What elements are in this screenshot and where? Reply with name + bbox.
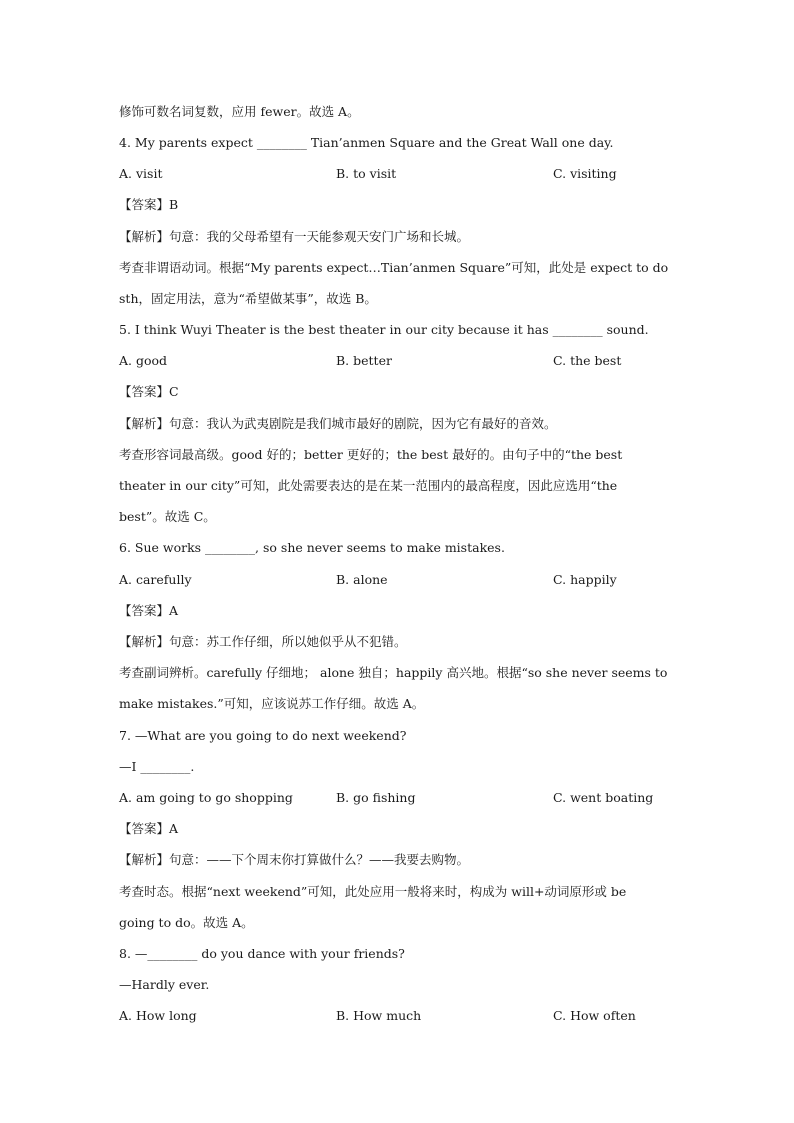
option-b: B. How much — [336, 1008, 422, 1023]
option-c: C. the best — [553, 353, 622, 368]
analysis-q5: 【解析】句意：我认为武夷剧院是我们城市最好的剧院，因为它有最好的音效。 — [119, 416, 557, 431]
option-c: C. How often — [553, 1008, 636, 1023]
option-b: B. go fishing — [336, 790, 416, 805]
option-b: B. alone — [336, 572, 388, 587]
analysis-q7: 【解析】句意：——下个周末你打算做什么？——我要去购物。 — [119, 852, 470, 867]
analysis-q6: 【解析】句意：苏工作仔细，所以她似乎从不犯错。 — [119, 634, 407, 649]
explanation-text: 修饰可数名词复数，应用 fewer。故选 A。 — [119, 104, 360, 119]
option-a: A. am going to go shopping — [119, 790, 293, 805]
question-4: 4. My parents expect ________ Tian’anmen Square and the Great Wall one day. — [119, 135, 614, 150]
option-a: A. carefully — [119, 572, 192, 587]
explanation-text: 考查非谓语动词。根据“My parents expect…Tian’anmen Square”可知，此处是 expect to do — [119, 260, 669, 275]
explanation-text: 考查时态。根据“next weekend”可知，此处应用一般将来时，构成为 will+动词原形或 be — [119, 884, 627, 899]
explanation-text: 考查副词辨析。carefully 仔细地； alone 独自；happily 高兴地。根据“so she never seems to — [119, 665, 668, 680]
question-6: 6. Sue works ________, so she never seems to make mistakes. — [119, 540, 505, 555]
option-a: A. How long — [119, 1008, 197, 1023]
question-5: 5. I think Wuyi Theater is the best theater in our city because it has ________ sound. — [119, 322, 649, 337]
answer-q7: 【答案】A — [119, 821, 179, 836]
explanation-text: sth，固定用法，意为“希望做某事”，故选 B。 — [119, 291, 377, 306]
analysis-q4: 【解析】句意：我的父母希望有一天能参观天安门广场和长城。 — [119, 229, 470, 244]
option-c: C. visiting — [553, 166, 617, 181]
question-8: 8. —________ do you dance with your friends? — [119, 946, 405, 961]
option-c: C. went boating — [553, 790, 654, 805]
option-b: B. to visit — [336, 166, 397, 181]
explanation-text: make mistakes.”可知，应该说苏工作仔细。故选 A。 — [119, 696, 425, 711]
option-a: A. good — [119, 353, 168, 368]
answer-q6: 【答案】A — [119, 603, 179, 618]
answer-q4: 【答案】B — [119, 197, 179, 212]
question-8-reply: —Hardly ever. — [119, 977, 210, 992]
question-7: 7. —What are you going to do next weekend? — [119, 728, 407, 743]
explanation-text: theater in our city”可知，此处需要表达的是在某一范围内的最高程度，因此应选用“the — [119, 478, 618, 493]
explanation-text: best”。故选 C。 — [119, 509, 216, 524]
option-b: B. better — [336, 353, 392, 368]
explanation-text: going to do。故选 A。 — [119, 915, 254, 930]
option-c: C. happily — [553, 572, 617, 587]
question-7-reply: —I ________. — [119, 759, 195, 774]
option-a: A. visit — [119, 166, 163, 181]
explanation-text: 考查形容词最高级。good 好的；better 更好的；the best 最好的。由句子中的“the best — [119, 447, 623, 462]
answer-q5: 【答案】C — [119, 384, 179, 399]
